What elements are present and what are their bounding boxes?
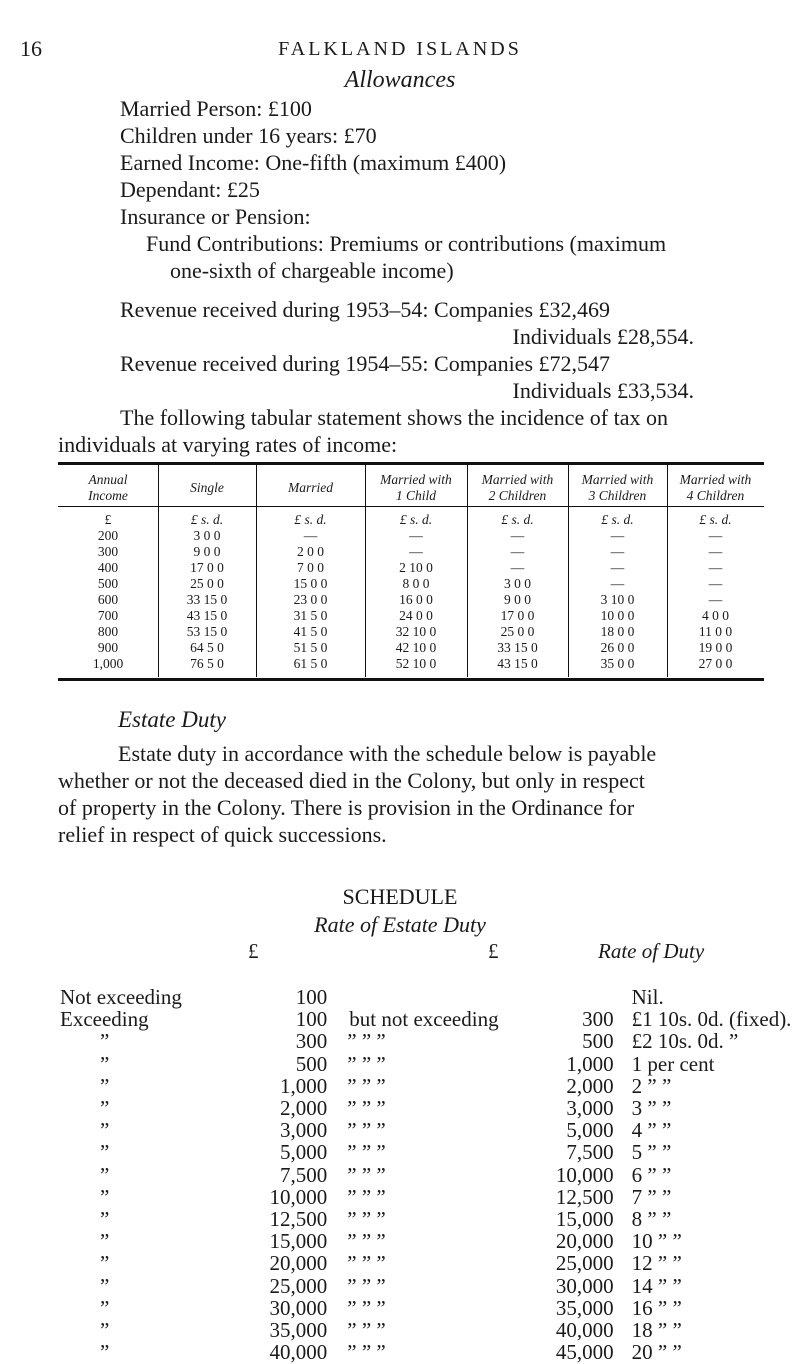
schedule-mid-cell bbox=[339, 986, 498, 1008]
tax-cell: 35 0 0 bbox=[600, 656, 635, 671]
schedule-mid-cell: ” ” ” bbox=[347, 1273, 386, 1298]
tax-cell: — bbox=[708, 528, 723, 543]
schedule-high-cell: 7,500 bbox=[566, 1140, 614, 1165]
revenue-1953-individuals: Individuals £28,554. bbox=[512, 324, 694, 349]
tax-cell: — bbox=[708, 576, 723, 591]
schedule-row bbox=[60, 1075, 800, 1097]
schedule-high-cell: 5,000 bbox=[566, 1118, 614, 1143]
schedule-row bbox=[60, 1252, 800, 1274]
tax-cell: 16 0 0 bbox=[399, 592, 433, 607]
tax-cell: 11 0 0 bbox=[698, 624, 733, 639]
tax-cell: 15 0 0 bbox=[293, 576, 328, 591]
schedule-label-cell: ” bbox=[100, 1295, 110, 1320]
tax-cell: 61 5 0 bbox=[293, 656, 328, 671]
schedule-rate-cell: 4 ” ” bbox=[631, 1118, 672, 1143]
schedule-low-cell: 7,500 bbox=[280, 1162, 328, 1187]
allowances-heading: Allowances bbox=[344, 67, 456, 93]
column-header-married-4-children: Married with 4 Children bbox=[679, 472, 752, 503]
tax-cell: — bbox=[708, 592, 723, 607]
schedule-label-cell: ” bbox=[100, 1251, 110, 1276]
schedule-high-cell: 2,000 bbox=[566, 1073, 614, 1098]
schedule-label-cell: ” bbox=[100, 1096, 110, 1121]
schedule-rate-cell: 12 ” ” bbox=[631, 1251, 682, 1276]
currency-cell: £ s. d. bbox=[294, 512, 327, 527]
column-header-married-2-children: Married with 2 Children bbox=[481, 472, 554, 503]
schedule-row bbox=[60, 1297, 800, 1319]
schedule-label-cell: ” bbox=[100, 1140, 110, 1165]
schedule-mid-cell: ” ” ” bbox=[347, 1029, 386, 1054]
schedule-mid-cell: ” ” ” bbox=[347, 1295, 386, 1320]
tax-cell: — bbox=[409, 528, 423, 543]
schedule-rate-cell: 14 ” ” bbox=[631, 1273, 682, 1298]
schedule-low-cell: 2,000 bbox=[280, 1096, 328, 1121]
income-cell: 800 bbox=[97, 624, 119, 639]
revenue-1953-line: Revenue received during 1953–54: Companies £32,469 bbox=[120, 297, 611, 322]
schedule-row bbox=[60, 1097, 800, 1119]
column-header-married-1-child: Married with 1 Child bbox=[380, 472, 452, 503]
schedule-label-cell: Not exceeding bbox=[60, 985, 182, 1010]
income-cell: 900 bbox=[97, 640, 119, 655]
estate-duty-paragraph-line: of property in the Colony. There is provision in the Ordinance for bbox=[58, 795, 635, 820]
schedule-low-cell: 100 bbox=[295, 985, 328, 1010]
schedule-label-cell: ” bbox=[100, 1051, 110, 1076]
schedule-label-cell: ” bbox=[100, 1206, 110, 1231]
currency-cell: £ s. d. bbox=[399, 512, 433, 527]
schedule-label-cell: ” bbox=[100, 1029, 110, 1054]
schedule-mid-cell: ” ” ” bbox=[347, 1340, 386, 1364]
schedule-row bbox=[60, 1164, 800, 1186]
table-row bbox=[58, 656, 764, 672]
schedule-mid-cell: ” ” ” bbox=[347, 1229, 386, 1254]
schedule-high-cell: 45,000 bbox=[555, 1340, 614, 1364]
tax-cell: — bbox=[510, 560, 525, 575]
schedule-column-pound-from: £ bbox=[248, 939, 259, 963]
table-row bbox=[58, 592, 764, 608]
schedule-rate-cell: 8 ” ” bbox=[631, 1206, 672, 1231]
schedule-low-cell: 3,000 bbox=[280, 1118, 328, 1143]
schedule-rate-cell: 1 per cent bbox=[631, 1051, 715, 1076]
tax-cell: 26 0 0 bbox=[600, 640, 635, 655]
estate-duty-paragraph-line: Estate duty in accordance with the schedule below is payable bbox=[118, 741, 657, 766]
table-row bbox=[58, 624, 764, 640]
revenue-1954-individuals: Individuals £33,534. bbox=[512, 378, 694, 403]
tax-cell: 7 0 0 bbox=[297, 560, 324, 575]
schedule-high-cell: 25,000 bbox=[555, 1251, 614, 1276]
table-bottom-rule bbox=[58, 678, 764, 681]
tax-cell: — bbox=[303, 528, 318, 543]
schedule-label-cell: ” bbox=[100, 1162, 110, 1187]
schedule-mid-cell: ” ” ” bbox=[347, 1051, 386, 1076]
tax-cell: — bbox=[510, 544, 525, 559]
currency-cell: £ s. d. bbox=[699, 512, 732, 527]
table-row bbox=[58, 576, 764, 592]
tax-cell: 17 0 0 bbox=[190, 560, 224, 575]
schedule-label-cell: ” bbox=[100, 1273, 110, 1298]
tax-cell: 3 0 0 bbox=[504, 576, 531, 591]
schedule-low-cell: 100 bbox=[295, 1007, 328, 1032]
allowance-line: Insurance or Pension: bbox=[120, 204, 311, 229]
schedule-rate-cell: £2 10s. 0d. ” bbox=[631, 1029, 739, 1054]
schedule-row bbox=[60, 986, 800, 1008]
schedule-mid-cell: ” ” ” bbox=[347, 1184, 386, 1209]
schedule-rate-cell: Nil. bbox=[631, 985, 664, 1010]
tax-cell: 3 0 0 bbox=[193, 528, 221, 543]
currency-cell: £ s. d. bbox=[501, 512, 534, 527]
schedule-mid-cell: ” ” ” bbox=[347, 1206, 386, 1231]
tax-cell: 43 15 0 bbox=[186, 608, 228, 623]
fund-contributions-line: Fund Contributions: Premiums or contributions (maximum bbox=[146, 231, 667, 256]
tax-cell: — bbox=[510, 528, 525, 543]
currency-units-row bbox=[58, 512, 764, 528]
schedule-rate-cell: 5 ” ” bbox=[631, 1140, 672, 1165]
tax-cell: 2 10 0 bbox=[399, 560, 433, 575]
tax-cell: 23 0 0 bbox=[293, 592, 328, 607]
tax-cell: 18 0 0 bbox=[600, 624, 635, 639]
tax-cell: 53 15 0 bbox=[186, 624, 228, 639]
schedule-mid-cell: ” ” ” bbox=[347, 1118, 386, 1143]
schedule-column-rate: Rate of Duty bbox=[598, 939, 705, 963]
tax-cell: — bbox=[610, 528, 625, 543]
tax-cell: — bbox=[409, 544, 423, 559]
revenue-1954-line: Revenue received during 1954–55: Companies £72,547 bbox=[120, 351, 611, 376]
schedule-mid-cell: but not exceeding bbox=[349, 1007, 499, 1032]
schedule-row bbox=[60, 1208, 800, 1230]
schedule-low-cell: 1,000 bbox=[280, 1073, 328, 1098]
schedule-row bbox=[60, 1030, 800, 1052]
income-cell: 300 bbox=[97, 544, 119, 559]
tax-cell: — bbox=[708, 544, 723, 559]
schedule-low-cell: 40,000 bbox=[269, 1340, 328, 1364]
schedule-label-cell: ” bbox=[100, 1073, 110, 1098]
tax-cell: 10 0 0 bbox=[600, 608, 635, 623]
schedule-row bbox=[60, 1053, 800, 1075]
tax-cell: — bbox=[610, 560, 625, 575]
schedule-mid-cell: ” ” ” bbox=[347, 1162, 386, 1187]
income-cell: 600 bbox=[97, 592, 119, 607]
table-top-rule bbox=[58, 462, 764, 465]
schedule-mid-cell: ” ” ” bbox=[347, 1140, 386, 1165]
table-row bbox=[58, 560, 764, 576]
schedule-row bbox=[60, 1341, 800, 1363]
tax-cell: 33 15 0 bbox=[186, 592, 228, 607]
schedule-mid-cell: ” ” ” bbox=[347, 1096, 386, 1121]
tax-cell: 25 0 0 bbox=[500, 624, 535, 639]
tax-cell: 52 10 0 bbox=[395, 656, 437, 671]
schedule-rate-cell: 7 ” ” bbox=[631, 1184, 672, 1209]
tax-cell: — bbox=[610, 576, 625, 591]
currency-cell: £ s. d. bbox=[190, 512, 224, 527]
schedule-rate-cell: 3 ” ” bbox=[631, 1096, 672, 1121]
schedule-label-cell: Exceeding bbox=[60, 1007, 149, 1032]
column-header-married-3-children: Married with 3 Children bbox=[581, 472, 654, 503]
schedule-rate-cell: 20 ” ” bbox=[631, 1340, 682, 1364]
schedule-row bbox=[60, 1319, 800, 1341]
tax-cell: 64 5 0 bbox=[190, 640, 224, 655]
tax-cell: 42 10 0 bbox=[395, 640, 437, 655]
schedule-high-cell: 35,000 bbox=[555, 1295, 614, 1320]
tax-cell: 41 5 0 bbox=[293, 624, 328, 639]
table-header-rule bbox=[58, 506, 764, 507]
tax-cell: 25 0 0 bbox=[190, 576, 224, 591]
schedule-high-cell: 3,000 bbox=[566, 1096, 614, 1121]
schedule-title: SCHEDULE bbox=[342, 884, 458, 909]
schedule-label-cell: ” bbox=[100, 1317, 110, 1342]
tax-cell: 19 0 0 bbox=[698, 640, 733, 655]
tax-cell: — bbox=[610, 544, 625, 559]
currency-cell: £ bbox=[104, 512, 112, 527]
schedule-rate-cell: 2 ” ” bbox=[631, 1073, 672, 1098]
schedule-low-cell: 500 bbox=[295, 1051, 328, 1076]
schedule-high-cell: 15,000 bbox=[555, 1206, 614, 1231]
allowance-line: Married Person: £100 bbox=[120, 96, 312, 121]
schedule-row bbox=[60, 1008, 800, 1030]
schedule-low-cell: 35,000 bbox=[269, 1317, 328, 1342]
schedule-column-pound-to: £ bbox=[488, 939, 499, 963]
allowance-line: Earned Income: One-fifth (maximum £400) bbox=[120, 150, 507, 175]
estate-duty-paragraph-line: whether or not the deceased died in the Colony, but only in respect bbox=[58, 768, 645, 793]
tax-cell: 9 0 0 bbox=[504, 592, 531, 607]
table-row bbox=[58, 608, 764, 624]
estate-duty-schedule-table bbox=[60, 986, 800, 1363]
column-header-married: Married bbox=[288, 480, 333, 495]
tax-cell: 27 0 0 bbox=[698, 656, 733, 671]
tax-cell: 2 0 0 bbox=[297, 544, 324, 559]
schedule-rate-cell: 10 ” ” bbox=[631, 1229, 682, 1254]
estate-duty-paragraph-line: relief in respect of quick successions. bbox=[58, 822, 387, 847]
income-cell: 1,000 bbox=[92, 656, 124, 671]
schedule-high-cell: 300 bbox=[582, 1007, 614, 1032]
schedule-mid-cell: ” ” ” bbox=[347, 1073, 386, 1098]
table-intro-line: The following tabular statement shows the incidence of tax on bbox=[120, 405, 669, 430]
schedule-high-cell: 20,000 bbox=[555, 1229, 614, 1254]
column-header-single: Single bbox=[190, 480, 224, 495]
tax-cell: — bbox=[708, 560, 723, 575]
schedule-mid-cell: ” ” ” bbox=[347, 1317, 386, 1342]
income-cell: 400 bbox=[97, 560, 119, 575]
allowance-line: Dependant: £25 bbox=[120, 177, 260, 202]
income-cell: 500 bbox=[97, 576, 119, 591]
schedule-low-cell: 20,000 bbox=[269, 1251, 328, 1276]
schedule-row bbox=[60, 1119, 800, 1141]
schedule-rate-cell: 18 ” ” bbox=[631, 1317, 682, 1342]
schedule-low-cell: 5,000 bbox=[280, 1140, 328, 1165]
table-row bbox=[58, 528, 764, 544]
tax-cell: 17 0 0 bbox=[500, 608, 535, 623]
schedule-label-cell: ” bbox=[100, 1229, 110, 1254]
income-cell: 700 bbox=[97, 608, 119, 623]
schedule-low-cell: 10,000 bbox=[269, 1184, 328, 1209]
tax-cell: 51 5 0 bbox=[293, 640, 328, 655]
table-intro-line: individuals at varying rates of income: bbox=[58, 432, 398, 457]
schedule-high-cell bbox=[499, 986, 614, 1008]
schedule-row bbox=[60, 1230, 800, 1252]
income-cell: 200 bbox=[97, 528, 119, 543]
schedule-mid-cell: ” ” ” bbox=[347, 1251, 386, 1276]
schedule-low-cell: 15,000 bbox=[269, 1229, 328, 1254]
schedule-high-cell: 10,000 bbox=[555, 1162, 614, 1187]
schedule-low-cell: 300 bbox=[295, 1029, 328, 1054]
tax-cell: 33 15 0 bbox=[497, 640, 538, 655]
schedule-row bbox=[60, 1141, 800, 1163]
schedule-label-cell: ” bbox=[100, 1340, 110, 1364]
table-row bbox=[58, 640, 764, 656]
schedule-rate-cell: 16 ” ” bbox=[631, 1295, 682, 1320]
tax-cell: 43 15 0 bbox=[497, 656, 538, 671]
schedule-label-cell: ” bbox=[100, 1184, 110, 1209]
tax-cell: 31 5 0 bbox=[293, 608, 328, 623]
schedule-high-cell: 500 bbox=[582, 1029, 614, 1054]
tax-cell: 3 10 0 bbox=[600, 592, 635, 607]
tax-cell: 8 0 0 bbox=[402, 576, 430, 591]
tax-cell: 32 10 0 bbox=[395, 624, 437, 639]
table-row bbox=[58, 544, 764, 560]
schedule-high-cell: 30,000 bbox=[555, 1273, 614, 1298]
estate-duty-title: Estate Duty bbox=[118, 707, 226, 732]
column-header-annual-income: Annual Income bbox=[88, 472, 128, 503]
schedule-low-cell: 30,000 bbox=[269, 1295, 328, 1320]
schedule-row bbox=[60, 1274, 800, 1296]
tax-cell: 9 0 0 bbox=[193, 544, 221, 559]
tax-incidence-table bbox=[58, 512, 764, 672]
schedule-high-cell: 1,000 bbox=[566, 1051, 614, 1076]
schedule-label-cell: ” bbox=[100, 1118, 110, 1143]
schedule-low-cell: 25,000 bbox=[269, 1273, 328, 1298]
tax-cell: 76 5 0 bbox=[190, 656, 224, 671]
schedule-rate-cell: £1 10s. 0d. (fixed). bbox=[631, 1007, 792, 1032]
schedule-rate-cell: 6 ” ” bbox=[631, 1162, 672, 1187]
page-number: 16 bbox=[20, 36, 42, 61]
fund-contributions-line: one-sixth of chargeable income) bbox=[170, 258, 454, 283]
currency-cell: £ s. d. bbox=[601, 512, 634, 527]
tax-cell: 24 0 0 bbox=[399, 608, 433, 623]
tax-cell: 4 0 0 bbox=[702, 608, 729, 623]
schedule-high-cell: 40,000 bbox=[555, 1317, 614, 1342]
allowance-line: Children under 16 years: £70 bbox=[120, 123, 377, 148]
running-title: FALKLAND ISLANDS bbox=[278, 38, 522, 60]
schedule-low-cell: 12,500 bbox=[269, 1206, 328, 1231]
schedule-row bbox=[60, 1186, 800, 1208]
schedule-high-cell: 12,500 bbox=[555, 1184, 614, 1209]
schedule-subtitle: Rate of Estate Duty bbox=[314, 912, 486, 937]
